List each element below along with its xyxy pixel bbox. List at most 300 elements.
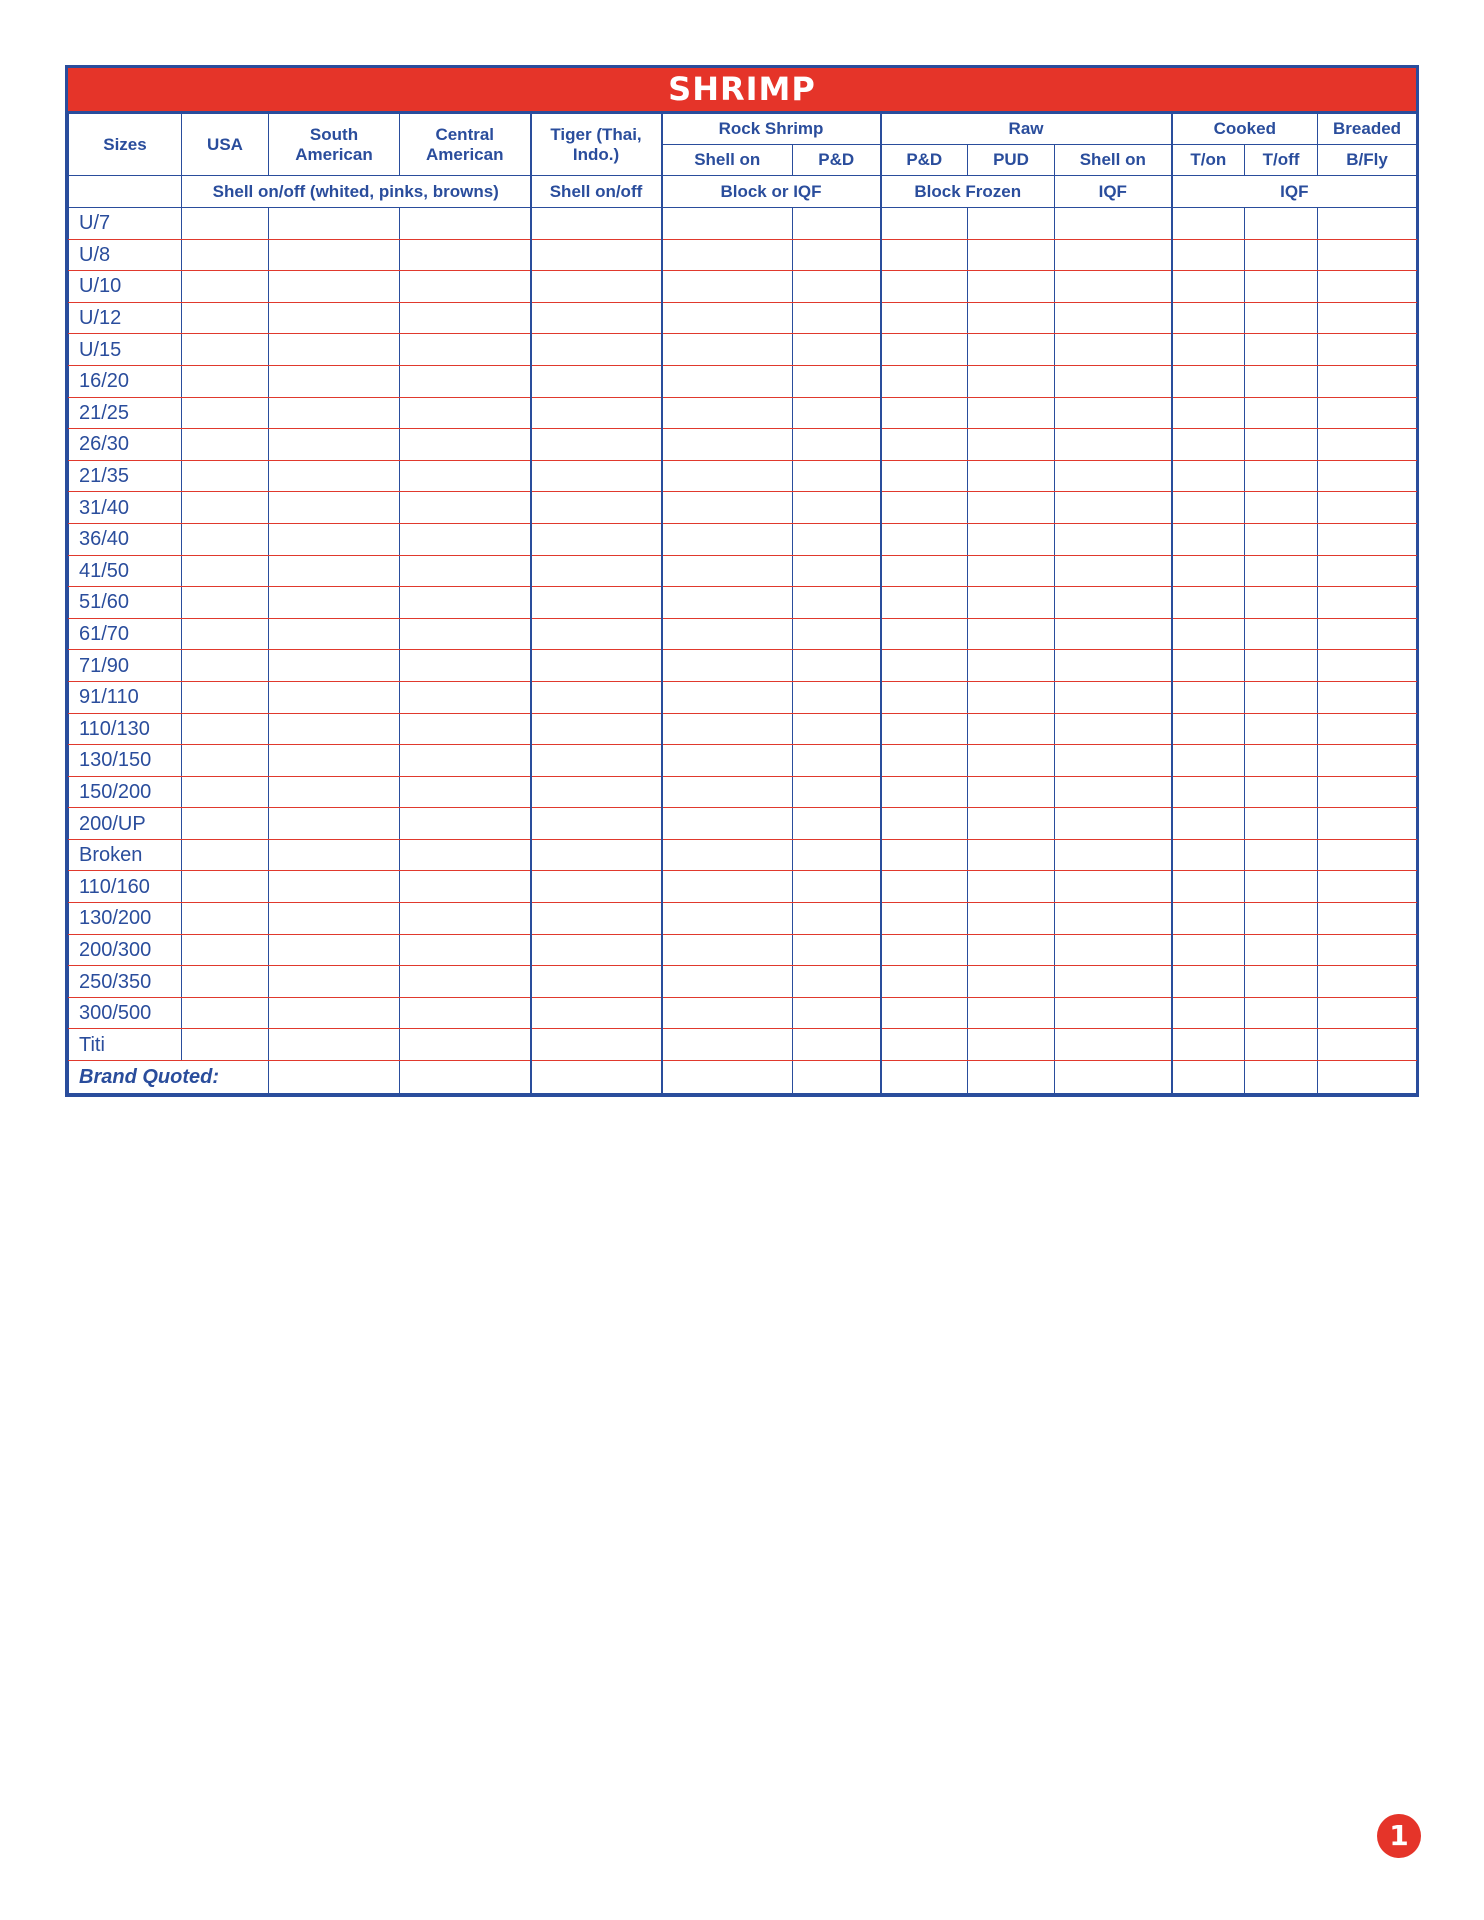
price-cell[interactable] (1318, 334, 1417, 366)
brand-cell[interactable] (662, 1061, 793, 1094)
price-cell[interactable] (881, 587, 968, 619)
price-cell[interactable] (793, 745, 881, 777)
price-cell[interactable] (662, 745, 793, 777)
price-cell[interactable] (269, 776, 400, 808)
price-cell[interactable] (400, 208, 531, 240)
price-cell[interactable] (968, 745, 1055, 777)
price-cell[interactable] (1318, 776, 1417, 808)
price-cell[interactable] (400, 492, 531, 524)
price-cell[interactable] (1172, 302, 1245, 334)
price-cell[interactable] (1172, 681, 1245, 713)
price-cell[interactable] (881, 1029, 968, 1061)
price-cell[interactable] (1245, 681, 1318, 713)
price-cell[interactable] (1055, 934, 1172, 966)
price-cell[interactable] (662, 934, 793, 966)
price-cell[interactable] (662, 618, 793, 650)
price-cell[interactable] (1245, 808, 1318, 840)
price-cell[interactable] (968, 302, 1055, 334)
price-cell[interactable] (400, 302, 531, 334)
price-cell[interactable] (531, 681, 662, 713)
price-cell[interactable] (182, 239, 269, 271)
price-cell[interactable] (531, 966, 662, 998)
price-cell[interactable] (968, 587, 1055, 619)
price-cell[interactable] (1055, 397, 1172, 429)
price-cell[interactable] (182, 618, 269, 650)
price-cell[interactable] (531, 713, 662, 745)
price-cell[interactable] (1318, 587, 1417, 619)
price-cell[interactable] (1318, 1029, 1417, 1061)
price-cell[interactable] (968, 429, 1055, 461)
price-cell[interactable] (1055, 650, 1172, 682)
price-cell[interactable] (1055, 871, 1172, 903)
price-cell[interactable] (531, 523, 662, 555)
price-cell[interactable] (1245, 460, 1318, 492)
price-cell[interactable] (881, 492, 968, 524)
price-cell[interactable] (968, 334, 1055, 366)
price-cell[interactable] (1172, 839, 1245, 871)
price-cell[interactable] (400, 745, 531, 777)
price-cell[interactable] (400, 239, 531, 271)
price-cell[interactable] (182, 523, 269, 555)
price-cell[interactable] (182, 839, 269, 871)
price-cell[interactable] (531, 365, 662, 397)
price-cell[interactable] (531, 1029, 662, 1061)
price-cell[interactable] (269, 587, 400, 619)
price-cell[interactable] (1245, 302, 1318, 334)
price-cell[interactable] (1318, 871, 1417, 903)
price-cell[interactable] (968, 397, 1055, 429)
price-cell[interactable] (1318, 903, 1417, 935)
price-cell[interactable] (968, 713, 1055, 745)
price-cell[interactable] (662, 587, 793, 619)
price-cell[interactable] (881, 903, 968, 935)
price-cell[interactable] (1245, 776, 1318, 808)
price-cell[interactable] (531, 555, 662, 587)
price-cell[interactable] (1245, 966, 1318, 998)
price-cell[interactable] (1172, 397, 1245, 429)
price-cell[interactable] (269, 492, 400, 524)
price-cell[interactable] (1245, 934, 1318, 966)
price-cell[interactable] (182, 492, 269, 524)
price-cell[interactable] (793, 271, 881, 303)
price-cell[interactable] (269, 208, 400, 240)
price-cell[interactable] (662, 365, 793, 397)
price-cell[interactable] (1055, 208, 1172, 240)
price-cell[interactable] (269, 903, 400, 935)
price-cell[interactable] (1318, 713, 1417, 745)
price-cell[interactable] (1055, 1029, 1172, 1061)
price-cell[interactable] (182, 871, 269, 903)
price-cell[interactable] (1172, 492, 1245, 524)
price-cell[interactable] (1318, 555, 1417, 587)
price-cell[interactable] (662, 681, 793, 713)
price-cell[interactable] (1055, 460, 1172, 492)
price-cell[interactable] (793, 618, 881, 650)
price-cell[interactable] (182, 397, 269, 429)
price-cell[interactable] (1318, 397, 1417, 429)
price-cell[interactable] (269, 997, 400, 1029)
price-cell[interactable] (1172, 808, 1245, 840)
price-cell[interactable] (1245, 871, 1318, 903)
price-cell[interactable] (400, 966, 531, 998)
price-cell[interactable] (1055, 429, 1172, 461)
price-cell[interactable] (400, 997, 531, 1029)
price-cell[interactable] (1245, 239, 1318, 271)
price-cell[interactable] (662, 397, 793, 429)
brand-cell[interactable] (881, 1061, 968, 1094)
price-cell[interactable] (1245, 208, 1318, 240)
price-cell[interactable] (662, 271, 793, 303)
price-cell[interactable] (662, 302, 793, 334)
brand-cell[interactable] (400, 1061, 531, 1094)
price-cell[interactable] (881, 239, 968, 271)
price-cell[interactable] (662, 966, 793, 998)
price-cell[interactable] (1172, 239, 1245, 271)
price-cell[interactable] (662, 871, 793, 903)
price-cell[interactable] (1055, 681, 1172, 713)
price-cell[interactable] (1172, 650, 1245, 682)
price-cell[interactable] (400, 903, 531, 935)
price-cell[interactable] (1318, 492, 1417, 524)
price-cell[interactable] (531, 492, 662, 524)
price-cell[interactable] (531, 871, 662, 903)
price-cell[interactable] (793, 839, 881, 871)
price-cell[interactable] (881, 618, 968, 650)
price-cell[interactable] (793, 681, 881, 713)
price-cell[interactable] (881, 966, 968, 998)
brand-cell[interactable] (793, 1061, 881, 1094)
price-cell[interactable] (968, 871, 1055, 903)
price-cell[interactable] (1318, 745, 1417, 777)
price-cell[interactable] (968, 997, 1055, 1029)
price-cell[interactable] (1172, 365, 1245, 397)
price-cell[interactable] (182, 555, 269, 587)
price-cell[interactable] (793, 871, 881, 903)
price-cell[interactable] (793, 650, 881, 682)
price-cell[interactable] (182, 271, 269, 303)
price-cell[interactable] (400, 365, 531, 397)
price-cell[interactable] (269, 523, 400, 555)
price-cell[interactable] (1055, 839, 1172, 871)
price-cell[interactable] (400, 555, 531, 587)
price-cell[interactable] (881, 997, 968, 1029)
price-cell[interactable] (269, 650, 400, 682)
price-cell[interactable] (793, 302, 881, 334)
price-cell[interactable] (793, 397, 881, 429)
price-cell[interactable] (1245, 271, 1318, 303)
price-cell[interactable] (269, 460, 400, 492)
price-cell[interactable] (1055, 365, 1172, 397)
price-cell[interactable] (1318, 460, 1417, 492)
price-cell[interactable] (1172, 587, 1245, 619)
price-cell[interactable] (531, 934, 662, 966)
price-cell[interactable] (662, 808, 793, 840)
price-cell[interactable] (1055, 776, 1172, 808)
price-cell[interactable] (1245, 618, 1318, 650)
price-cell[interactable] (400, 713, 531, 745)
price-cell[interactable] (1172, 460, 1245, 492)
price-cell[interactable] (662, 713, 793, 745)
price-cell[interactable] (531, 997, 662, 1029)
price-cell[interactable] (531, 587, 662, 619)
price-cell[interactable] (531, 397, 662, 429)
price-cell[interactable] (400, 808, 531, 840)
brand-cell[interactable] (1172, 1061, 1245, 1094)
price-cell[interactable] (400, 934, 531, 966)
price-cell[interactable] (182, 365, 269, 397)
price-cell[interactable] (1318, 650, 1417, 682)
price-cell[interactable] (662, 429, 793, 461)
price-cell[interactable] (881, 334, 968, 366)
price-cell[interactable] (1172, 618, 1245, 650)
price-cell[interactable] (1245, 1029, 1318, 1061)
price-cell[interactable] (793, 365, 881, 397)
price-cell[interactable] (662, 460, 793, 492)
price-cell[interactable] (881, 745, 968, 777)
price-cell[interactable] (881, 871, 968, 903)
price-cell[interactable] (793, 934, 881, 966)
price-cell[interactable] (1172, 555, 1245, 587)
price-cell[interactable] (793, 208, 881, 240)
price-cell[interactable] (793, 555, 881, 587)
price-cell[interactable] (662, 523, 793, 555)
price-cell[interactable] (182, 334, 269, 366)
price-cell[interactable] (400, 1029, 531, 1061)
price-cell[interactable] (793, 523, 881, 555)
brand-cell[interactable] (269, 1061, 400, 1094)
brand-cell[interactable] (968, 1061, 1055, 1094)
price-cell[interactable] (1172, 776, 1245, 808)
price-cell[interactable] (1245, 713, 1318, 745)
price-cell[interactable] (1245, 397, 1318, 429)
brand-cell[interactable] (531, 1061, 662, 1094)
price-cell[interactable] (400, 618, 531, 650)
price-cell[interactable] (182, 808, 269, 840)
price-cell[interactable] (968, 460, 1055, 492)
price-cell[interactable] (269, 555, 400, 587)
price-cell[interactable] (531, 334, 662, 366)
price-cell[interactable] (1055, 903, 1172, 935)
price-cell[interactable] (793, 587, 881, 619)
price-cell[interactable] (1172, 208, 1245, 240)
price-cell[interactable] (1055, 808, 1172, 840)
price-cell[interactable] (1245, 334, 1318, 366)
price-cell[interactable] (182, 903, 269, 935)
price-cell[interactable] (1245, 650, 1318, 682)
price-cell[interactable] (793, 239, 881, 271)
price-cell[interactable] (793, 334, 881, 366)
price-cell[interactable] (400, 587, 531, 619)
price-cell[interactable] (881, 397, 968, 429)
price-cell[interactable] (269, 334, 400, 366)
price-cell[interactable] (881, 555, 968, 587)
price-cell[interactable] (269, 745, 400, 777)
price-cell[interactable] (182, 429, 269, 461)
price-cell[interactable] (881, 839, 968, 871)
price-cell[interactable] (1172, 934, 1245, 966)
price-cell[interactable] (1055, 271, 1172, 303)
price-cell[interactable] (968, 208, 1055, 240)
price-cell[interactable] (400, 681, 531, 713)
price-cell[interactable] (1318, 808, 1417, 840)
price-cell[interactable] (1318, 302, 1417, 334)
price-cell[interactable] (269, 429, 400, 461)
price-cell[interactable] (968, 903, 1055, 935)
price-cell[interactable] (182, 934, 269, 966)
price-cell[interactable] (182, 997, 269, 1029)
price-cell[interactable] (968, 365, 1055, 397)
price-cell[interactable] (662, 208, 793, 240)
price-cell[interactable] (793, 966, 881, 998)
price-cell[interactable] (269, 271, 400, 303)
price-cell[interactable] (662, 334, 793, 366)
price-cell[interactable] (531, 776, 662, 808)
price-cell[interactable] (182, 587, 269, 619)
price-cell[interactable] (1245, 429, 1318, 461)
price-cell[interactable] (400, 334, 531, 366)
price-cell[interactable] (1172, 903, 1245, 935)
price-cell[interactable] (1172, 871, 1245, 903)
price-cell[interactable] (531, 650, 662, 682)
price-cell[interactable] (531, 808, 662, 840)
price-cell[interactable] (400, 460, 531, 492)
price-cell[interactable] (1055, 997, 1172, 1029)
price-cell[interactable] (1245, 365, 1318, 397)
price-cell[interactable] (182, 1029, 269, 1061)
price-cell[interactable] (968, 808, 1055, 840)
price-cell[interactable] (400, 523, 531, 555)
price-cell[interactable] (182, 208, 269, 240)
price-cell[interactable] (1245, 492, 1318, 524)
price-cell[interactable] (182, 302, 269, 334)
price-cell[interactable] (1172, 334, 1245, 366)
price-cell[interactable] (881, 681, 968, 713)
price-cell[interactable] (1055, 745, 1172, 777)
price-cell[interactable] (182, 966, 269, 998)
price-cell[interactable] (881, 429, 968, 461)
price-cell[interactable] (662, 492, 793, 524)
price-cell[interactable] (531, 745, 662, 777)
price-cell[interactable] (662, 239, 793, 271)
price-cell[interactable] (182, 776, 269, 808)
price-cell[interactable] (182, 460, 269, 492)
price-cell[interactable] (968, 966, 1055, 998)
price-cell[interactable] (968, 492, 1055, 524)
price-cell[interactable] (1055, 239, 1172, 271)
price-cell[interactable] (531, 429, 662, 461)
price-cell[interactable] (1172, 429, 1245, 461)
price-cell[interactable] (881, 302, 968, 334)
price-cell[interactable] (1055, 523, 1172, 555)
price-cell[interactable] (531, 618, 662, 650)
price-cell[interactable] (793, 997, 881, 1029)
price-cell[interactable] (793, 1029, 881, 1061)
price-cell[interactable] (1055, 713, 1172, 745)
price-cell[interactable] (1245, 523, 1318, 555)
price-cell[interactable] (968, 776, 1055, 808)
price-cell[interactable] (662, 650, 793, 682)
price-cell[interactable] (269, 934, 400, 966)
price-cell[interactable] (968, 555, 1055, 587)
price-cell[interactable] (968, 523, 1055, 555)
price-cell[interactable] (1318, 934, 1417, 966)
price-cell[interactable] (400, 271, 531, 303)
price-cell[interactable] (1318, 681, 1417, 713)
price-cell[interactable] (1318, 271, 1417, 303)
price-cell[interactable] (531, 903, 662, 935)
price-cell[interactable] (1172, 997, 1245, 1029)
price-cell[interactable] (1172, 523, 1245, 555)
price-cell[interactable] (400, 839, 531, 871)
price-cell[interactable] (1318, 523, 1417, 555)
price-cell[interactable] (1172, 745, 1245, 777)
price-cell[interactable] (793, 776, 881, 808)
price-cell[interactable] (1055, 334, 1172, 366)
price-cell[interactable] (793, 460, 881, 492)
price-cell[interactable] (182, 650, 269, 682)
price-cell[interactable] (1318, 966, 1417, 998)
price-cell[interactable] (1318, 365, 1417, 397)
price-cell[interactable] (1055, 302, 1172, 334)
brand-cell[interactable] (1055, 1061, 1172, 1094)
price-cell[interactable] (531, 271, 662, 303)
price-cell[interactable] (1172, 271, 1245, 303)
price-cell[interactable] (662, 997, 793, 1029)
price-cell[interactable] (881, 934, 968, 966)
price-cell[interactable] (968, 618, 1055, 650)
price-cell[interactable] (400, 397, 531, 429)
price-cell[interactable] (1245, 587, 1318, 619)
price-cell[interactable] (968, 271, 1055, 303)
price-cell[interactable] (269, 871, 400, 903)
price-cell[interactable] (269, 966, 400, 998)
price-cell[interactable] (182, 713, 269, 745)
price-cell[interactable] (269, 302, 400, 334)
price-cell[interactable] (1318, 997, 1417, 1029)
price-cell[interactable] (400, 650, 531, 682)
price-cell[interactable] (881, 365, 968, 397)
price-cell[interactable] (1245, 839, 1318, 871)
price-cell[interactable] (881, 271, 968, 303)
price-cell[interactable] (1245, 997, 1318, 1029)
price-cell[interactable] (1245, 555, 1318, 587)
price-cell[interactable] (531, 839, 662, 871)
price-cell[interactable] (1055, 492, 1172, 524)
price-cell[interactable] (531, 239, 662, 271)
price-cell[interactable] (662, 776, 793, 808)
price-cell[interactable] (1055, 555, 1172, 587)
price-cell[interactable] (1318, 208, 1417, 240)
price-cell[interactable] (269, 239, 400, 271)
price-cell[interactable] (662, 839, 793, 871)
price-cell[interactable] (182, 745, 269, 777)
price-cell[interactable] (1318, 429, 1417, 461)
price-cell[interactable] (400, 429, 531, 461)
price-cell[interactable] (793, 808, 881, 840)
price-cell[interactable] (1245, 745, 1318, 777)
price-cell[interactable] (269, 1029, 400, 1061)
price-cell[interactable] (400, 871, 531, 903)
price-cell[interactable] (400, 776, 531, 808)
brand-cell[interactable] (1245, 1061, 1318, 1094)
price-cell[interactable] (269, 397, 400, 429)
price-cell[interactable] (269, 713, 400, 745)
price-cell[interactable] (881, 713, 968, 745)
price-cell[interactable] (1318, 618, 1417, 650)
price-cell[interactable] (1172, 1029, 1245, 1061)
price-cell[interactable] (1055, 618, 1172, 650)
price-cell[interactable] (881, 650, 968, 682)
